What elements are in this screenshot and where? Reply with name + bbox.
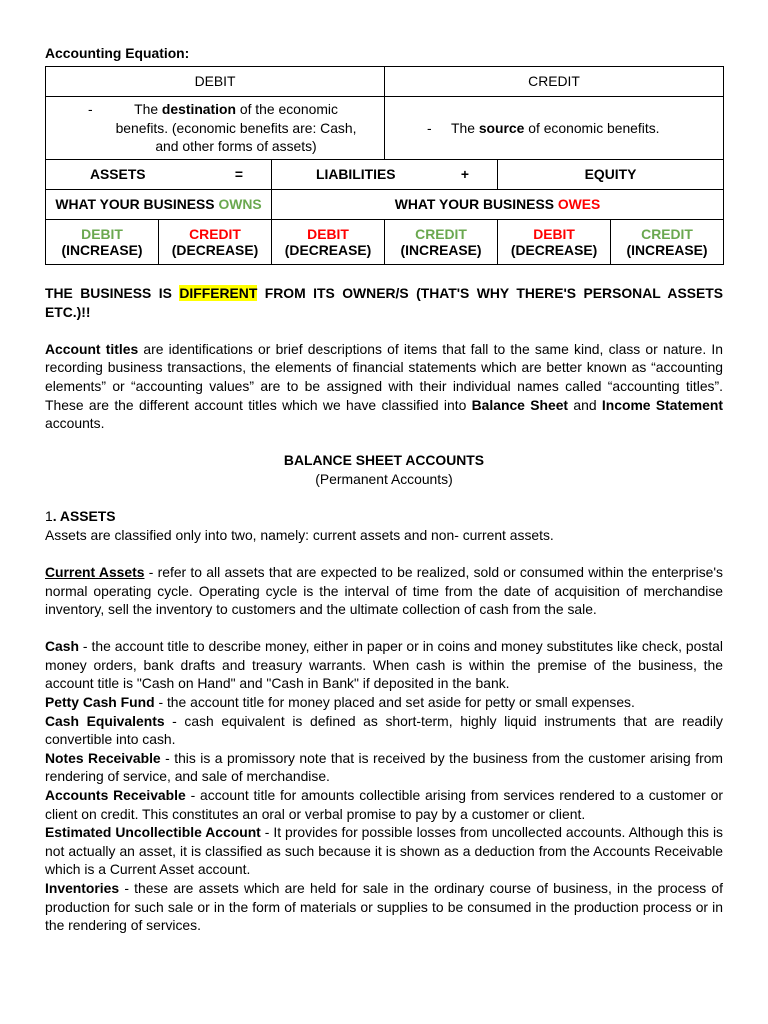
debit-credit-cell [159,220,272,265]
credit-header: CREDIT [385,67,724,97]
debit-header: DEBIT [46,67,385,97]
bullet-dash: - [427,119,432,136]
effect-label: (INCREASE) [626,242,708,258]
term-definition [45,693,723,712]
debit-credit-cell [46,220,159,265]
term-name: Accounts Receivable [45,787,186,804]
term-name: Cash Equivalents [45,712,165,729]
term-text: - It provides for possible losses from uncollected accounts. Although this is not actually an asset, it is classified as such because it is shown as a deduction from the Accounts Receivable which is a Current Asset account. [45,824,723,878]
liabilities-cell: LIABILITIES + [272,160,498,190]
what-business-owes: WHAT YOUR BUSINESS OWES [272,190,724,220]
term-name: Inventories [45,880,120,896]
current-assets-paragraph: Current Assets - refer to all assets that are expected to be realized, sold or consumed within the enterprise's normal operating cycle. Operating cycle is the interval of time from the date of acquisition of merchandise inventory, sell the inventory to customers and the ultimate collection of cash from the sale. [45,563,723,618]
effect-label: (DECREASE) [284,242,372,258]
equity-cell: EQUITY [498,160,724,190]
term-definition [45,823,723,879]
term-definition [45,749,723,786]
assets-cell: ASSETS = [46,160,272,190]
term-text: - this is a promissory note that is received by the business from the customer arising from rendering of service, and sale of merchandise. [45,749,723,785]
debit-credit-cell [611,220,724,265]
effect-label: (DECREASE) [510,242,598,258]
debit-credit-label: DEBIT [533,225,575,242]
term-name: Estimated Uncollectible Account [45,824,261,841]
credit-description: - The source of economic benefits. [385,97,724,160]
term-name: Notes Receivable [45,749,161,766]
effect-label: (INCREASE) [61,242,143,258]
debit-credit-cell [385,220,498,265]
debit-description: - The destination of the economic benefits. (economic benefits are: Cash, and other forms of assets) [46,97,385,160]
term-definition [45,712,723,749]
accounting-equation-table [45,66,724,265]
effect-label: (INCREASE) [400,242,482,258]
account-terms-list [45,637,723,935]
term-definition [45,786,723,823]
what-business-owns: WHAT YOUR BUSINESS OWNS [46,190,272,220]
debit-credit-label: CREDIT [641,225,693,242]
term-text: - the account title to describe money, either in paper or in coins and money substitutes like check, postal money orders, bank drafts and treasury warrants. When cash is within the premise of the business, the account title is "Cash on Hand" and "Cash in Bank" if deposited in the bank. [45,638,723,692]
term-definition [45,879,723,935]
debit-credit-cell [272,220,385,265]
debit-credit-label: CREDIT [415,225,467,242]
term-text: - account title for amounts collectible arising from services rendered to a customer or client on credit. This constitutes an oral or verbal promise to pay by a customer or client. [45,787,724,822]
assets-heading: 1. ASSETS [45,508,116,525]
term-definition [45,637,723,693]
bullet-dash: - [88,101,93,118]
debit-credit-cell [498,220,611,265]
document-page [45,44,723,935]
debit-credit-label: DEBIT [307,225,349,242]
business-entity-note: THE BUSINESS IS DIFFERENT FROM ITS OWNER/S (THAT'S WHY THERE'S PERSONAL ASSETS ETC.)!! [45,285,723,320]
account-titles-paragraph: Account titles are identifications or brief descriptions of items that fall to the same kind, class or nature. In recording business transactions, the elements of financial statements which are better known as “accounting elements” or “accounting values” are to be assigned with their individual names called “accounting titles”. These are the different account titles which we have classified into Balance Sheet and Income Statement accounts. [45,340,723,432]
balance-sheet-heading: BALANCE SHEET ACCOUNTS [283,452,485,469]
effect-label: (DECREASE) [171,242,259,258]
assets-intro: Assets are classified only into two, namely: current assets and non- current assets. [45,526,554,543]
term-text: - cash equivalent is defined as short-term, highly liquid instruments that are readily convertible into cash. [45,712,724,748]
term-text: - the account title for money placed and set aside for petty or small expenses. [154,694,635,711]
balance-sheet-subheading: (Permanent Accounts) [315,470,453,487]
debit-credit-label: DEBIT [81,225,123,242]
term-name: Cash [45,638,79,655]
debit-credit-label: CREDIT [189,225,241,242]
equation-title: Accounting Equation: [45,45,190,61]
term-name: Petty Cash Fund [45,694,155,711]
term-text: - these are assets which are held for sale in the ordinary course of business, in the process of production for such sale or in the form of materials or supplies to be consumed in the production process or in the rendering of services. [45,880,723,934]
